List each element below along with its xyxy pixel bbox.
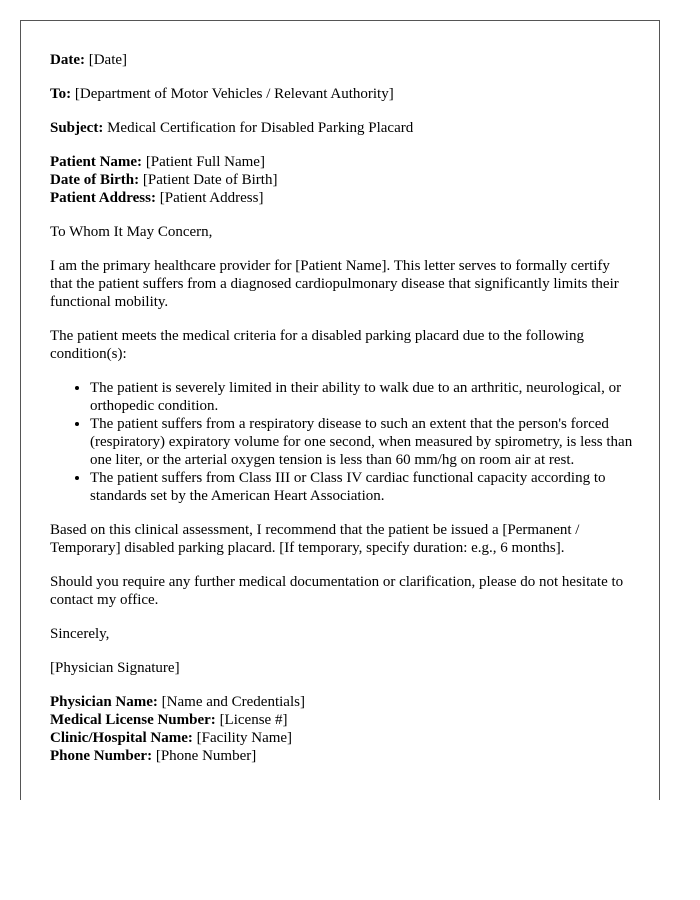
patient-dob-label: Date of Birth: <box>50 172 140 188</box>
patient-name-line <box>50 153 635 171</box>
date-line <box>50 51 635 69</box>
letter-content <box>50 51 635 781</box>
list-item: • The patient suffers from a respiratory disease to such an extent that the person's forced (respiratory) expiratory volume for one second, when measured by spirometry, is less than one liter, or the arterial oxygen tension is less than 60 mm/hg on room air at rest. <box>90 415 635 469</box>
to-line <box>50 85 635 103</box>
physician-info <box>50 693 635 765</box>
license-value: [License #] <box>219 712 288 728</box>
date-label: Date: <box>50 52 85 68</box>
patient-name-label: Patient Name: <box>50 154 143 170</box>
patient-address-line <box>50 189 635 207</box>
closing: Sincerely, <box>50 626 110 642</box>
list-item: • The patient is severely limited in their ability to walk due to an arthritic, neurological, or orthopedic condition. <box>90 379 635 415</box>
letter-page <box>20 20 660 800</box>
clinic-line <box>50 729 635 747</box>
physician-name-label: Physician Name: <box>50 694 158 710</box>
conditions-list <box>50 379 635 505</box>
phone-label: Phone Number: <box>50 748 153 764</box>
phone-line <box>50 747 635 765</box>
subject-line <box>50 119 635 137</box>
physician-name-value: [Name and Credentials] <box>161 694 305 710</box>
patient-dob-value: [Patient Date of Birth] <box>142 172 278 188</box>
salutation: To Whom It May Concern, <box>50 224 213 240</box>
paragraph-certification: I am the primary healthcare provider for [Patient Name]. This letter serves to formally certify that the patient suffers from a diagnosed cardiopulmonary disease that significantly limits their functional mobility. <box>50 258 619 310</box>
paragraph-recommendation: Based on this clinical assessment, I recommend that the patient be issued a [Permanent / Temporary] disabled parking placard. [If temporary, specify duration: e.g., 6 months]. <box>50 522 580 556</box>
patient-address-label: Patient Address: <box>50 190 156 206</box>
patient-dob-line <box>50 171 635 189</box>
subject-value: Medical Certification for Disabled Parking Placard <box>107 120 414 136</box>
patient-address-value: [Patient Address] <box>159 190 264 206</box>
license-label: Medical License Number: <box>50 712 216 728</box>
list-item: • The patient suffers from Class III or Class IV cardiac functional capacity according to standards set by the American Heart Association. <box>90 469 635 505</box>
patient-info <box>50 153 635 207</box>
signature-placeholder: [Physician Signature] <box>50 660 180 676</box>
paragraph-contact: Should you require any further medical documentation or clarification, please do not hesitate to contact my office. <box>50 574 624 608</box>
physician-name-line <box>50 693 635 711</box>
clinic-label: Clinic/Hospital Name: <box>50 730 193 746</box>
subject-label: Subject: <box>50 120 104 136</box>
patient-name-value: [Patient Full Name] <box>145 154 265 170</box>
to-value: [Department of Motor Vehicles / Relevant Authority] <box>74 86 394 102</box>
date-value: [Date] <box>88 52 128 68</box>
paragraph-criteria: The patient meets the medical criteria for a disabled parking placard due to the following condition(s): <box>50 328 584 362</box>
clinic-value: [Facility Name] <box>196 730 293 746</box>
to-label: To: <box>50 86 72 102</box>
license-line <box>50 711 635 729</box>
phone-value: [Phone Number] <box>155 748 257 764</box>
